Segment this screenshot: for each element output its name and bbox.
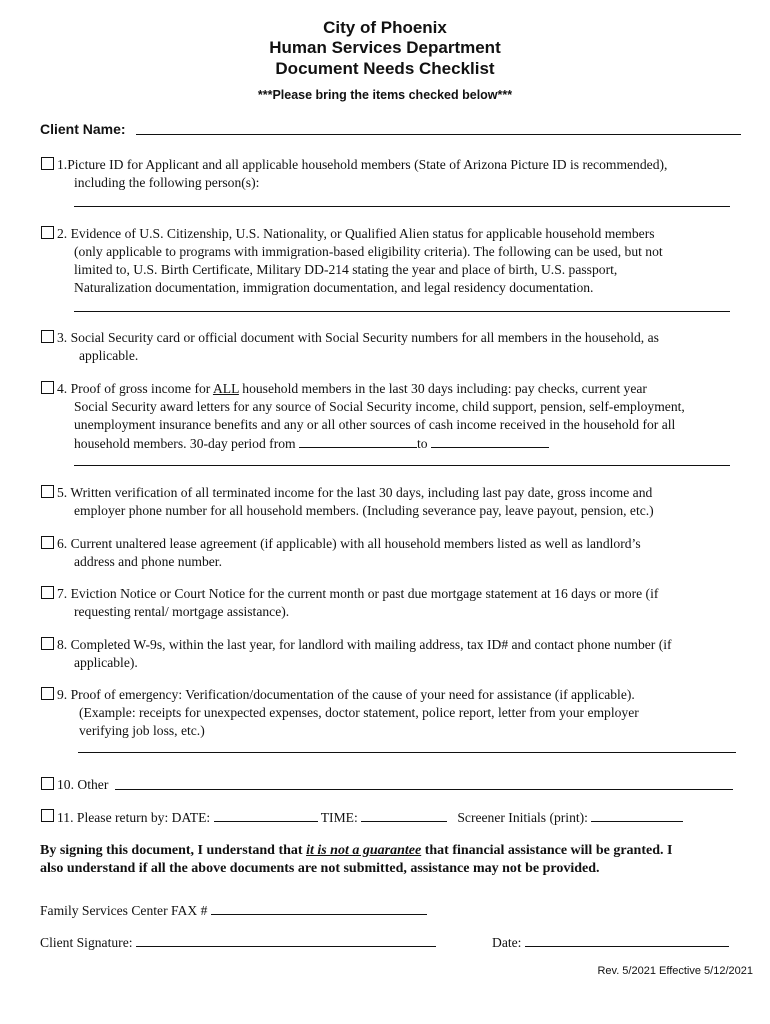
fax-field[interactable] [211, 901, 427, 915]
item-5-checkbox[interactable] [41, 485, 54, 498]
signature-date-field[interactable] [525, 933, 729, 947]
title-city: City of Phoenix [323, 18, 447, 37]
item-2-checkbox[interactable] [41, 226, 54, 239]
revision-footer: Rev. 5/2021 Effective 5/12/2021 [597, 965, 753, 977]
client-name-label: Client Name: [40, 121, 126, 137]
item-3-text: 3. Social Security card or official document with Social Security numbers for all members in the household, as applicable. [57, 330, 659, 363]
instruction-text: ***Please bring the items checked below*** [257, 88, 513, 102]
item-8-checkbox[interactable] [41, 637, 54, 650]
item-5-text: 5. Written verification of all terminated income for the last 30 days, including last pay date, gross income and employer phone number for all household members. (Including severance pay, leave payout, pension, etc.) [57, 485, 654, 518]
disclaimer: By signing this document, I understand that it is not a guarantee that financial assistance will be granted. I also understand if all the above documents are not submitted, assistance may not be provided. [40, 843, 673, 876]
return-date-field[interactable] [214, 808, 318, 822]
item-7-text: 7. Eviction Notice or Court Notice for the current month or past due mortgage statement at 16 days or more (if requesting rental/ mortgage assistance). [57, 586, 659, 619]
item-1-checkbox[interactable] [41, 157, 54, 170]
screener-initials-field[interactable] [591, 808, 683, 822]
title-checklist: Document Needs Checklist [275, 59, 495, 78]
period-to-field[interactable] [431, 434, 549, 448]
item-11-text: 11. Please return by: DATE: TIME: Screener Initials (print): [57, 808, 683, 827]
item-9-field[interactable] [78, 752, 736, 753]
return-time-field[interactable] [361, 808, 447, 822]
fax-row: Family Services Center FAX # [40, 901, 427, 920]
item-2-field[interactable] [74, 311, 730, 312]
period-from-field[interactable] [299, 434, 417, 448]
item-10-text: 10. Other [57, 777, 109, 792]
item-1-persons-field[interactable] [74, 206, 730, 207]
signature-row: Client Signature: [40, 933, 436, 952]
item-9-checkbox[interactable] [41, 687, 54, 700]
title-department: Human Services Department [269, 38, 501, 57]
item-8-text: 8. Completed W-9s, within the last year, for landlord with mailing address, tax ID# and contact phone number (if applicable). [57, 637, 672, 670]
date-row: Date: [492, 933, 729, 952]
client-name-field[interactable] [136, 134, 741, 135]
signature-field[interactable] [136, 933, 436, 947]
item-7-checkbox[interactable] [41, 586, 54, 599]
item-6-checkbox[interactable] [41, 536, 54, 549]
other-field[interactable] [115, 789, 733, 790]
item-6-text: 6. Current unaltered lease agreement (if applicable) with all household members listed as well as landlord’s address and phone number. [57, 536, 641, 569]
item-3-checkbox[interactable] [41, 330, 54, 343]
item-4-checkbox[interactable] [41, 381, 54, 394]
item-4-text: 4. Proof of gross income for ALL household members in the last 30 days including: pay checks, current year Social Security award letters for any source of Social Security income, child support, pension, self-employment, unemployment insurance benefits and any or all other sources of cash income received in the household for all household members. 30-day period from to [57, 381, 685, 451]
item-1-text: 1.Picture ID for Applicant and all applicable household members (State of Arizona Picture ID is recommended), including the following person(s): [57, 157, 668, 190]
item-4-field[interactable] [74, 465, 730, 466]
item-2-text: 2. Evidence of U.S. Citizenship, U.S. Nationality, or Qualified Alien status for applicable household members (only applicable to programs with immigration-based eligibility criteria). The following can be used, but not limited to, U.S. Birth Certificate, Military DD-214 stating the year and place of birth, U.S. passport, Naturalization documentation, immigration documentation, and legal residency documentation. [57, 226, 663, 295]
item-11-checkbox[interactable] [41, 809, 54, 822]
item-10-checkbox[interactable] [41, 777, 54, 790]
item-9-text: 9. Proof of emergency: Verification/documentation of the cause of your need for assistance (if applicable). (Example: receipts for unexpected expenses, doctor statement, police report, letter from your employer verifying job loss, etc.) [57, 687, 639, 738]
